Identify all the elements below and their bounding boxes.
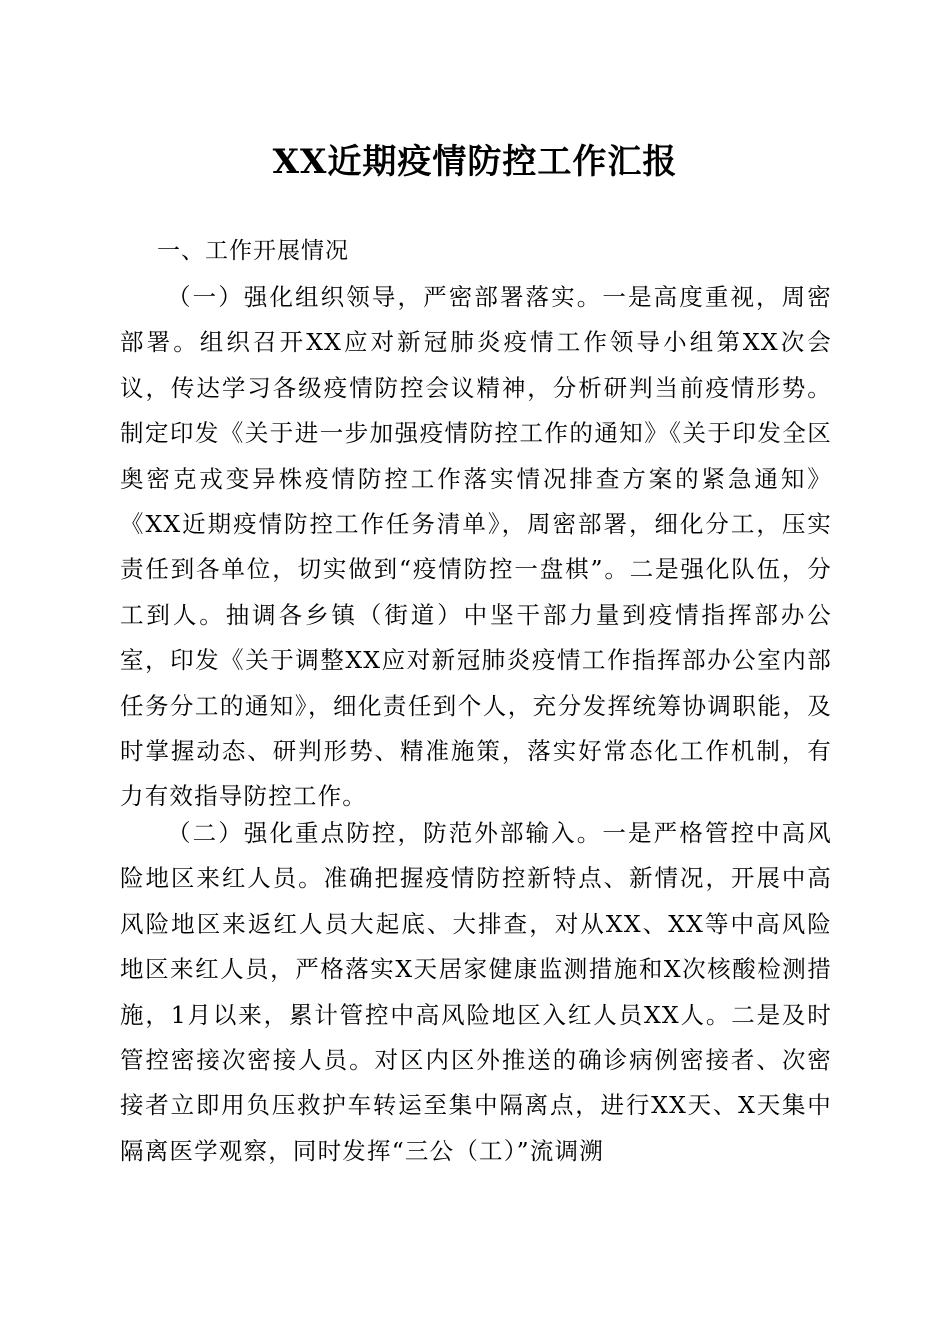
section-heading: 一、工作开展情况 <box>157 238 349 264</box>
paragraph-1 <box>120 275 832 820</box>
paragraph-2 <box>120 811 832 1174</box>
paragraph-2-lead: （二）强化重点防控，防范外部输入。 <box>167 819 603 847</box>
paragraph-2-body: 一是严格管控中高风险地区来红人员。准确把握疫情防控新特点、新情况，开展中高风险地区来返红人员大起底、大排查，对从XX、XX等中高风险地区来红人员，严格落实X天居家健康监测措施和X次核酸检测措施，1月以来，累计管控中高风险地区入红人员XX人。二是及时管控密接次密接人员。对区内区外推送的确诊病例密接者、次密接者立即用负压救护车转运至集中隔离点，进行XX天、X天集中隔离医学观察，同时发挥“三公（工）”流调溯 <box>120 819 832 1165</box>
document-title: XX近期疫情防控工作汇报 <box>272 142 678 182</box>
paragraph-1-body: 一是高度重视，周密部署。组织召开XX应对新冠肺炎疫情工作领导小组第XX次会议，传达学习各级疫情防控会议精神，分析研判当前疫情形势。制定印发《关于进一步加强疫情防控工作的通知》《关于印发全区奥密克戎变异株疫情防控工作落实情况排查方案的紧急通知》《XX近期疫情防控工作任务清单》，周密部署，细化分工，压实责任到各单位，切实做到“疫情防控一盘棋”。二是强化队伍，分工到人。抽调各乡镇（街道）中坚干部力量到疫情指挥部办公室，印发《关于调整XX应对新冠肺炎疫情工作指挥部办公室内部任务分工的通知》，细化责任到个人，充分发挥统筹协调职能，及时掌握动态、研判形势、精准施策，落实好常态化工作机制，有力有效指导防控工作。 <box>120 283 832 811</box>
paragraph-1-lead: （一）强化组织领导，严密部署落实。 <box>167 283 603 311</box>
